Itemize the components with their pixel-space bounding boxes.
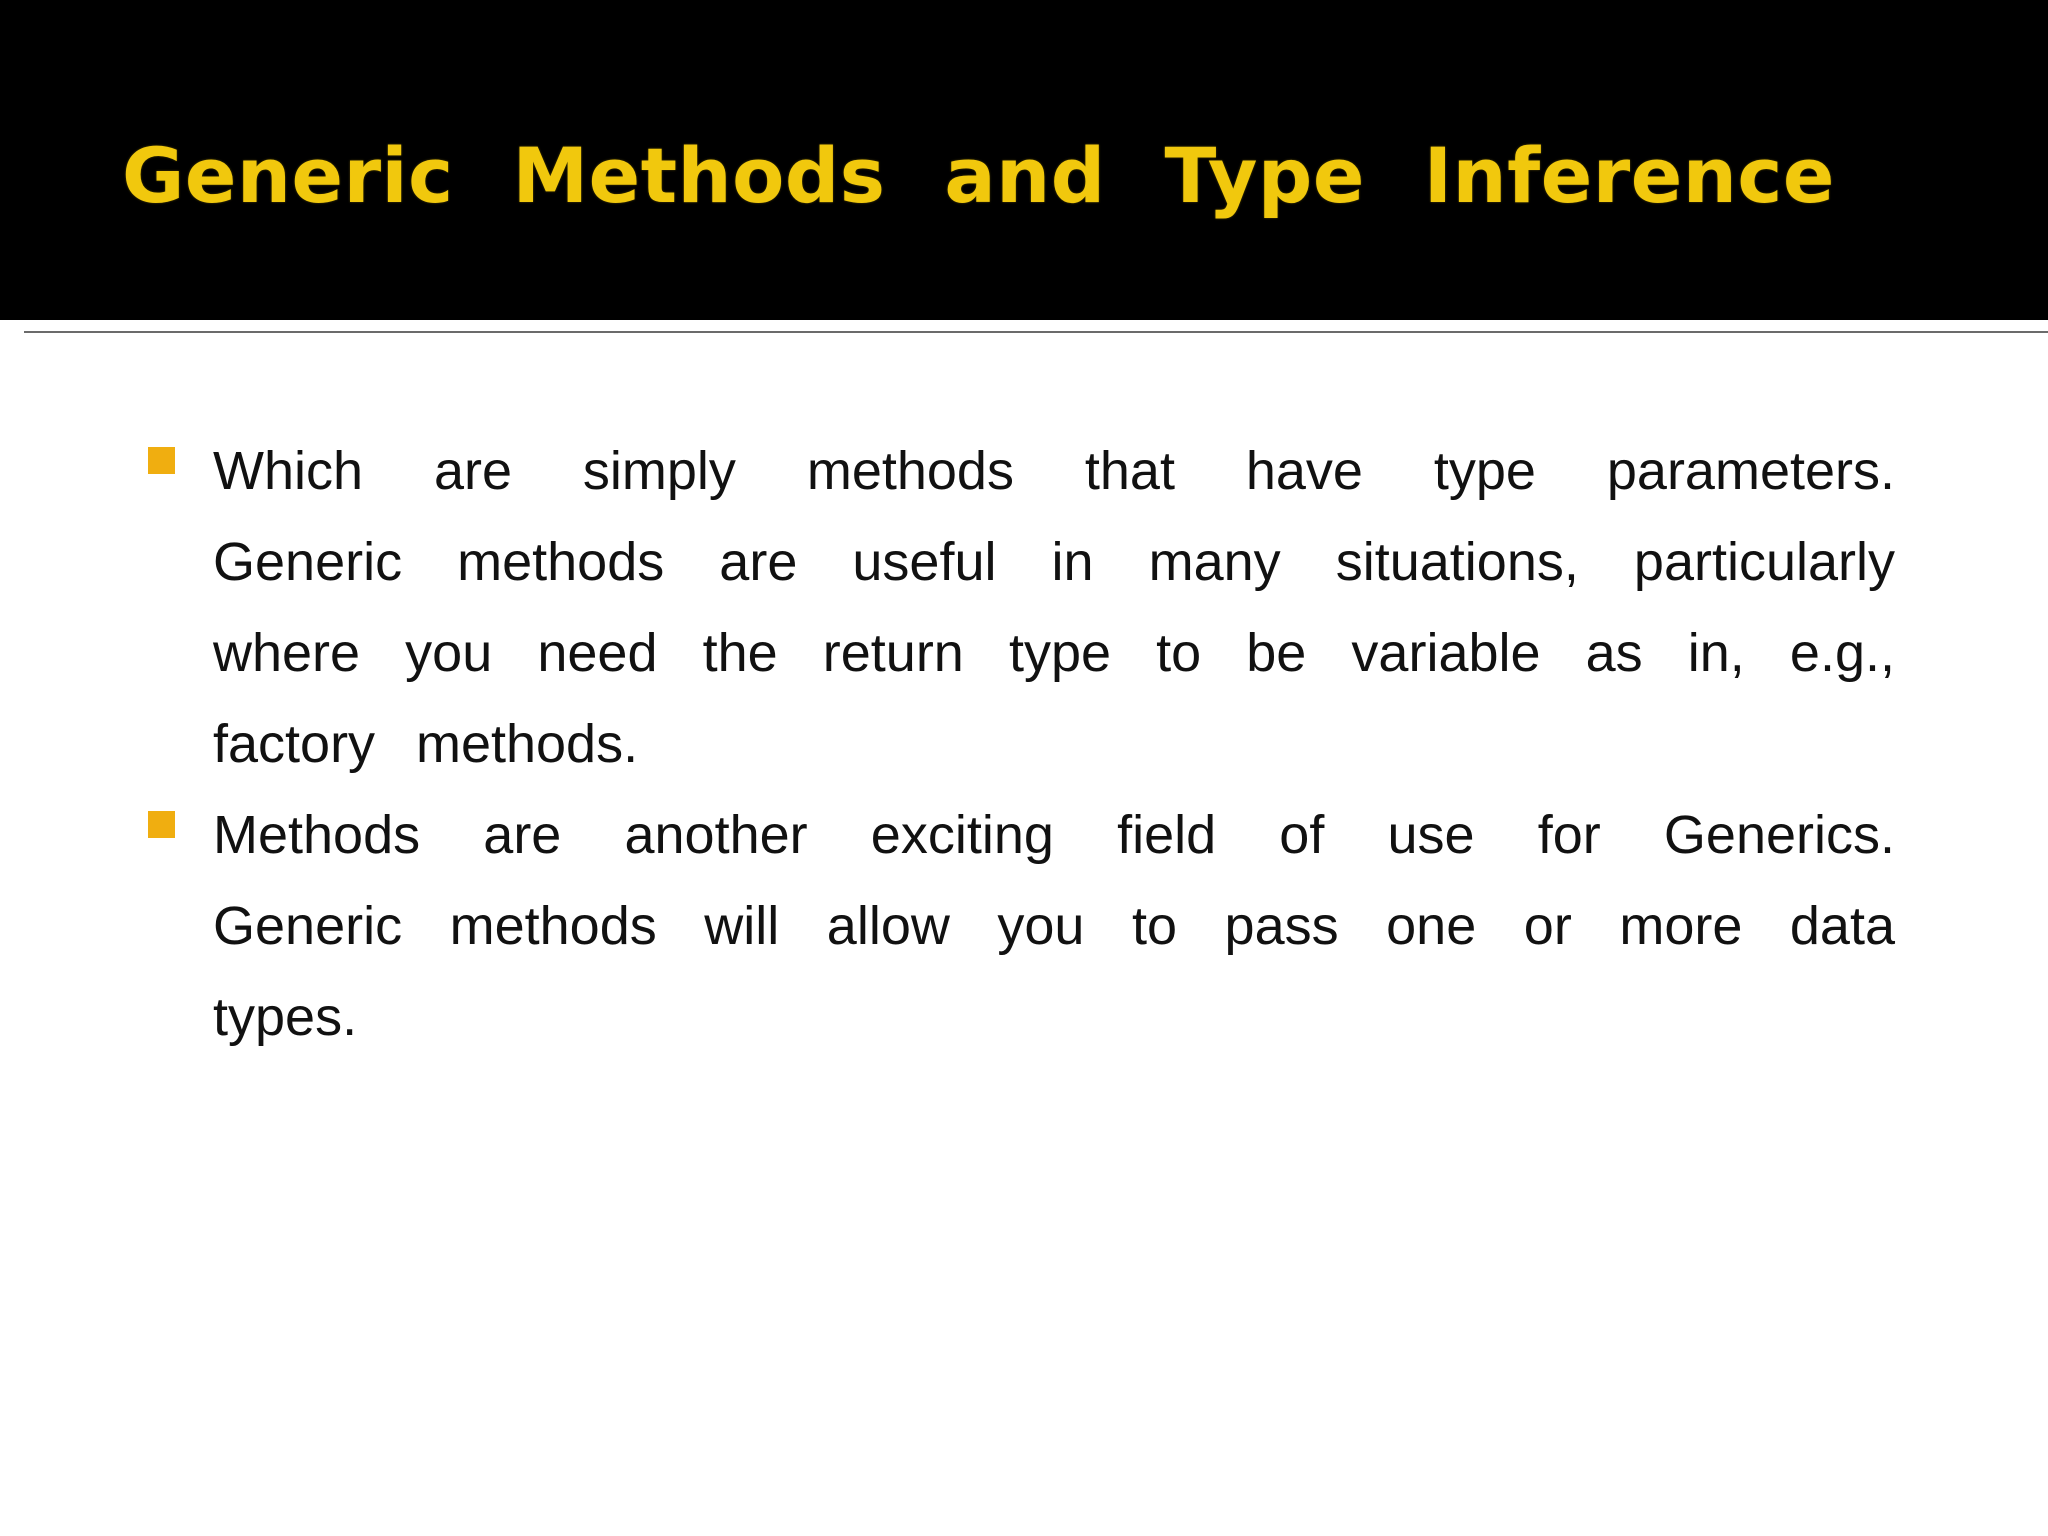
square-bullet-icon [148, 811, 175, 838]
bullet-text: Which are simply methods that have type parameters. Generic methods are useful in many situations, particularly where you need the return type to be variable as in, e.g., factory methods. [213, 441, 1895, 774]
slide-title: Generic Methods and Type Inference [122, 131, 1835, 220]
slide-content [0, 426, 2048, 1063]
title-bar [0, 0, 2048, 320]
bullet-list [0, 426, 2048, 1063]
bullet-text: Methods are another exciting field of use for Generics. Generic methods will allow you to pass one or more data types. [213, 805, 1895, 1047]
title-divider [24, 331, 2048, 333]
bullet-item [0, 426, 1895, 790]
square-bullet-icon [148, 447, 175, 474]
bullet-item [0, 790, 1895, 1063]
